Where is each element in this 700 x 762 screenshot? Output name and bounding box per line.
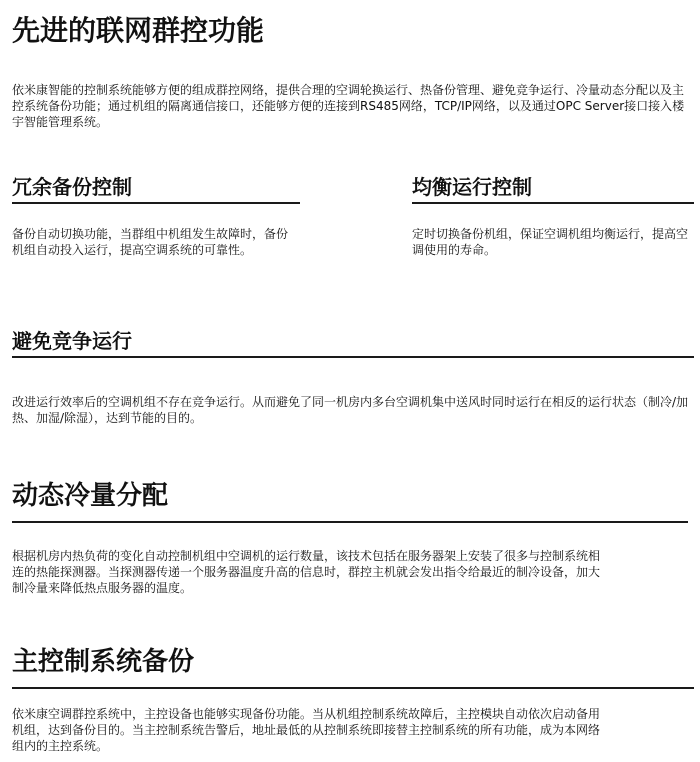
section-title: 主控制系统备份 <box>12 647 195 677</box>
section-dynamic-cooling <box>12 480 694 512</box>
section-text: 依米康空调群控系统中，主控设备也能够实现备份功能。当从机组控制系统故障后，主控模块自动依次启动备用机组，达到备份目的。当主控制系统告警后，地址最低的从控制系统即接替主控制系统的所有功能，成为本网络组内的主控系统。 <box>12 707 601 753</box>
section-divider <box>12 687 694 689</box>
page-title: 先进的联网群控功能 <box>12 14 265 47</box>
section-title: 冗余备份控制 <box>12 175 132 199</box>
section-text: 备份自动切换功能，当群组中机组发生故障时，备份机组自动投入运行，提高空调系统的可靠性。 <box>12 227 289 257</box>
section-divider <box>412 202 694 204</box>
section-balanced-operation <box>412 174 694 200</box>
section-text: 根据机房内热负荷的变化自动控制机组中空调机的运行数量，该技术包括在服务器架上安装了很多与控制系统相连的热能探测器。当探测器传递一个服务器温度升高的信息时，群控主机就会发出指令给最近的制冷设备，加大制冷量来降低热点服务器的温度。 <box>12 549 601 595</box>
section-title: 均衡运行控制 <box>412 175 532 199</box>
section-text: 定时切换备份机组，保证空调机组均衡运行，提高空调使用的寿命。 <box>412 227 689 257</box>
section-divider <box>12 202 300 204</box>
section-avoid-competition <box>12 328 694 354</box>
section-title: 避免竞争运行 <box>12 329 132 353</box>
intro-paragraph: 依米康智能的控制系统能够方便的组成群控网络，提供合理的空调轮换运行、热备份管理、避免竞争运行、冷量动态分配以及主控系统备份功能；通过机组的隔离通信接口，还能够方便的连接到RS485网络，TCP/IP网络，以及通过OPC Server接口接入楼宇智能管理系统。 <box>12 83 685 129</box>
section-title: 动态冷量分配 <box>12 481 169 511</box>
section-master-backup <box>12 646 694 678</box>
section-text: 改进运行效率后的空调机组不存在竞争运行。从而避免了同一机房内多台空调机集中送风时同时运行在相反的运行状态（制冷/加热、加湿/除湿），达到节能的目的。 <box>12 395 689 425</box>
section-redundant-backup <box>12 174 302 200</box>
section-divider <box>12 521 688 523</box>
section-divider <box>12 356 694 358</box>
